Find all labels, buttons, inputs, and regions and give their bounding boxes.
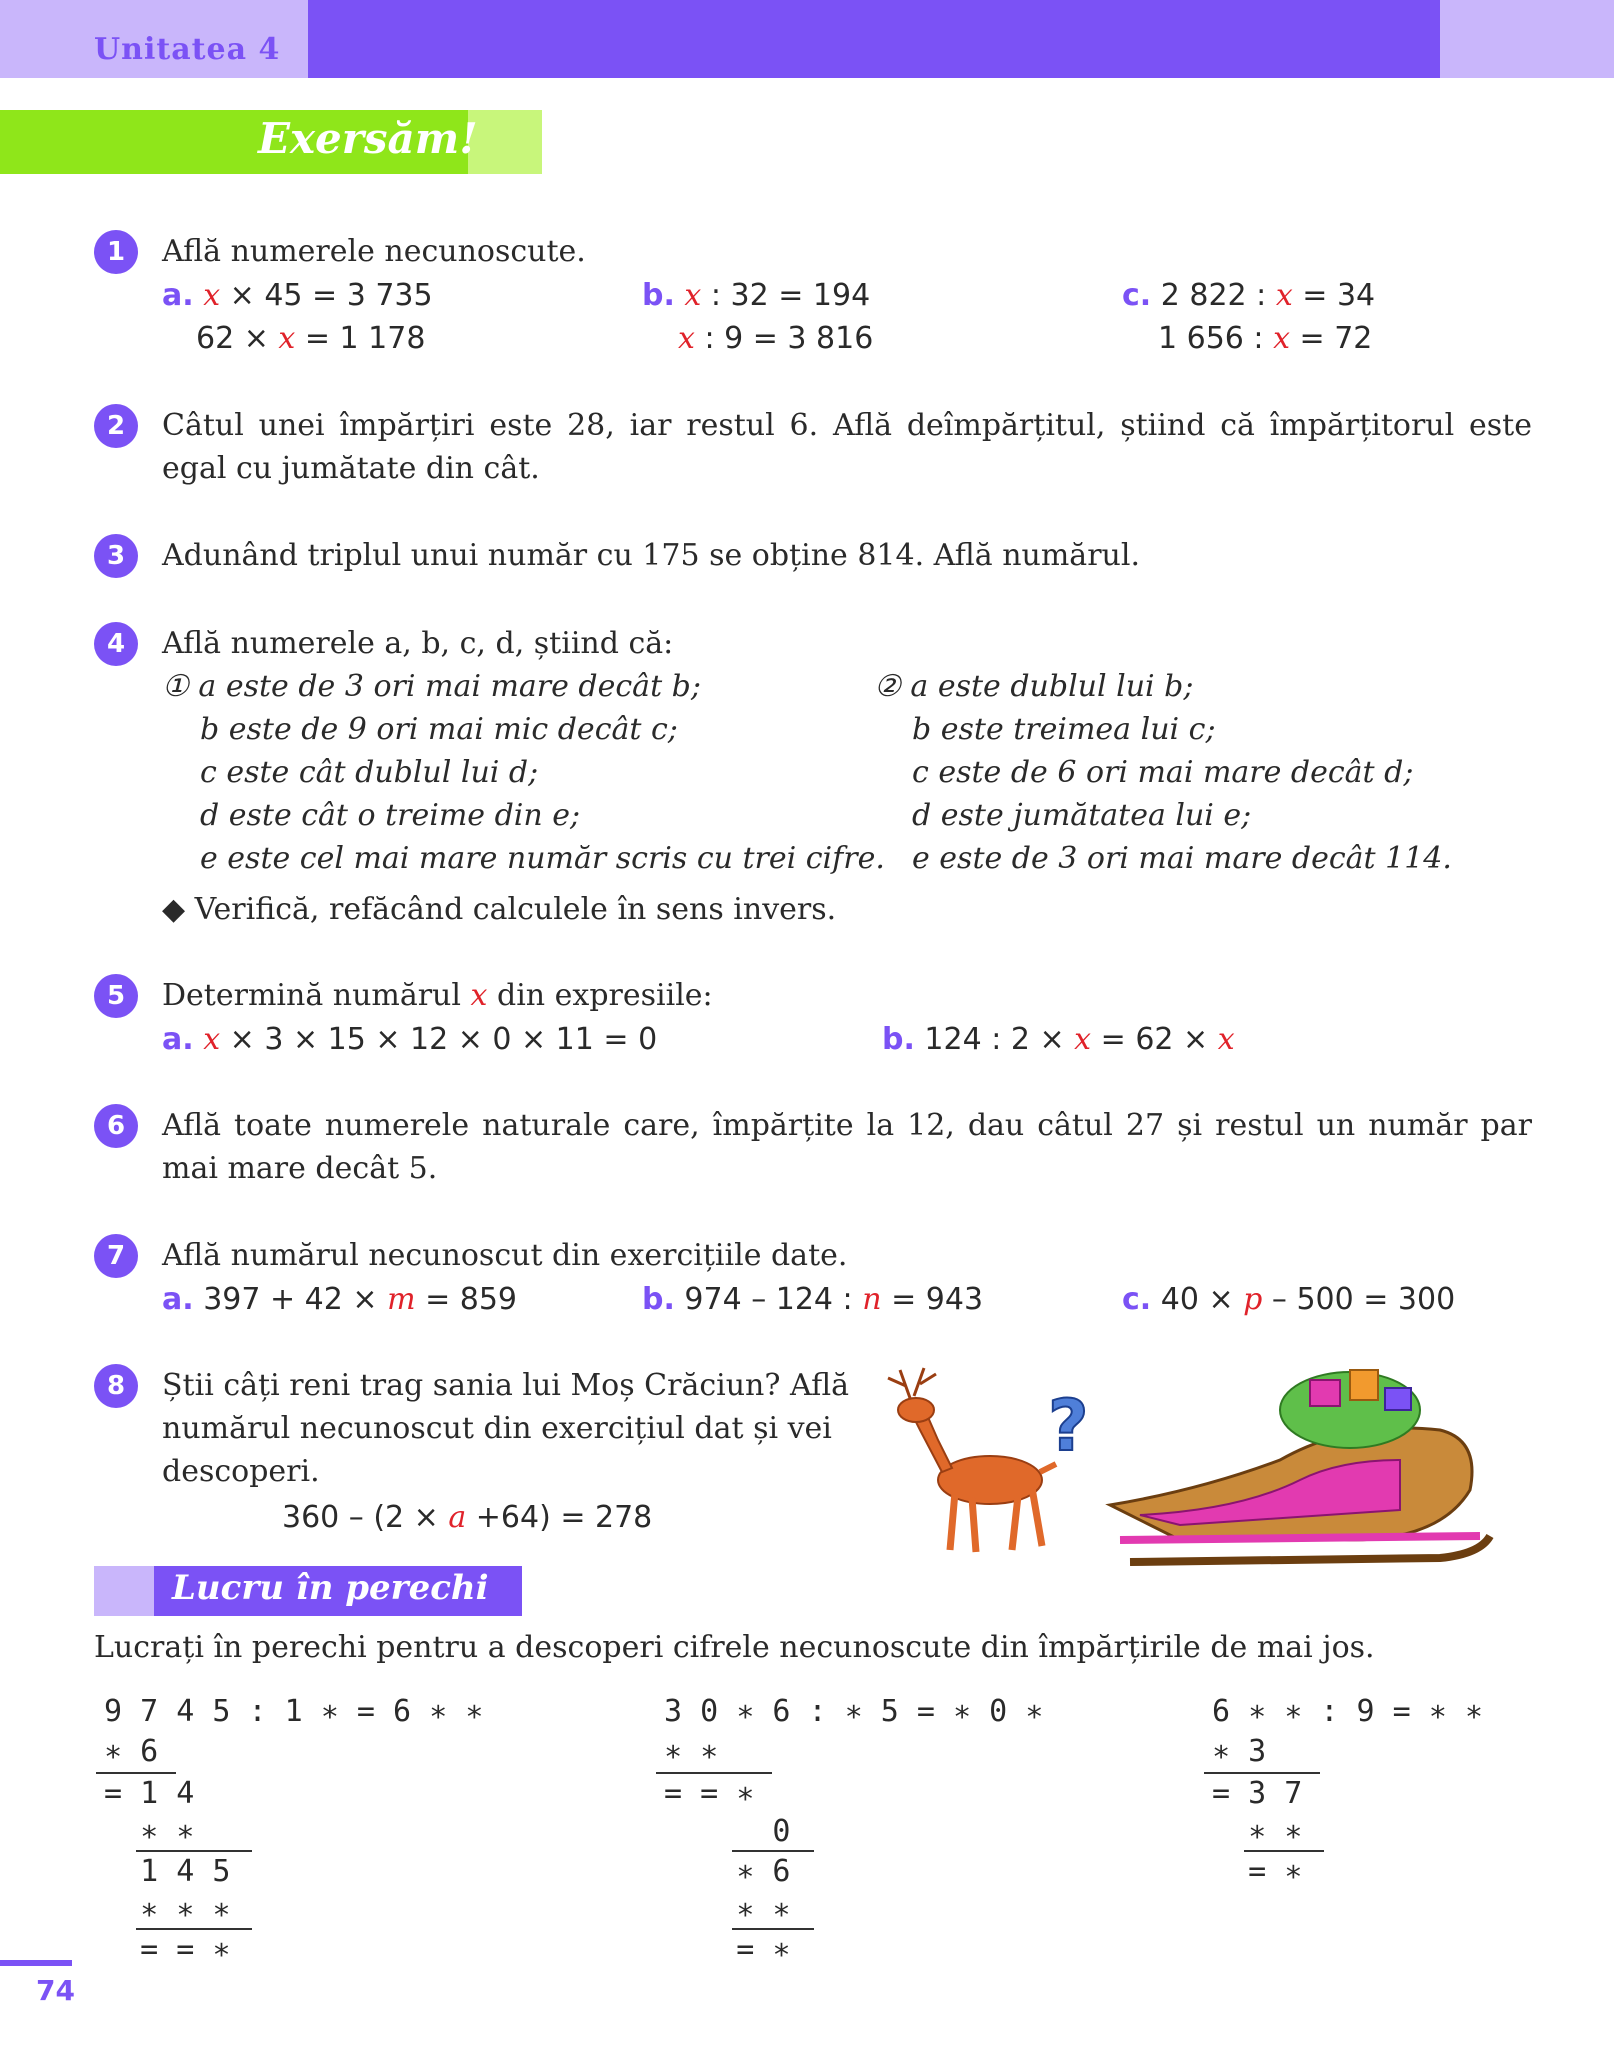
division-1-line-7: = = ∗ xyxy=(104,1932,231,1967)
ex8-line2: numărul necunoscut din exercițiul dat și vei xyxy=(162,1411,832,1446)
division-2-line-6: ∗ ∗ xyxy=(664,1892,791,1927)
sleigh-icon xyxy=(1110,1370,1490,1562)
ex7-b: b. 974 – 124 : n = 943 xyxy=(642,1282,984,1317)
ex4-left-3: c este cât dublul lui d; xyxy=(200,755,539,790)
ex5-a: a. x × 3 × 15 × 12 × 0 × 11 = 0 xyxy=(162,1022,658,1057)
footer-bar xyxy=(0,1960,72,1966)
ex4-intro: Află numerele a, b, c, d, știind că: xyxy=(162,626,674,661)
ex4-right-2: b este treimea lui c; xyxy=(912,712,1216,747)
pair-work-title: Lucru în perechi xyxy=(172,1568,489,1608)
ex1-a-line2: 62 × x = 1 178 xyxy=(196,321,426,356)
ex8-equation: 360 – (2 × a +64) = 278 xyxy=(282,1500,653,1535)
ex7-text: Află numărul necunoscut din exercițiile date. xyxy=(162,1238,848,1273)
page-number: 74 xyxy=(36,1974,75,2007)
ex4-right-3: c este de 6 ori mai mare decât d; xyxy=(912,755,1414,790)
ex4-left-4: d este cât o treime din e; xyxy=(200,798,581,833)
division-3-line-4: ∗ ∗ xyxy=(1212,1814,1303,1849)
division-3-line-3: = 3 7 xyxy=(1212,1776,1303,1811)
ex1-c-line2: 1 656 : x = 72 xyxy=(1158,321,1373,356)
division-1-line-2: ∗ 6 xyxy=(104,1734,159,1769)
ex4-right-5: e este de 3 ori mai mare decât 114. xyxy=(912,841,1452,876)
ex3-text: Adunând triplul unui număr cu 175 se obține 814. Află numărul. xyxy=(162,538,1140,573)
ex2-text: Câtul unei împărțiri este 28, iar restul 6. Află deîmpărțitul, știind că împărțitorul este egal cu jumătate din cât. xyxy=(162,408,1532,486)
pair-work-bar-accent xyxy=(94,1566,154,1616)
exercise-number-7: 7 xyxy=(94,1234,138,1278)
section-bar-accent xyxy=(468,110,542,174)
top-band-accent xyxy=(308,0,1440,78)
division-1-line-6: ∗ ∗ ∗ xyxy=(104,1892,231,1927)
exercise-number-5: 5 xyxy=(94,974,138,1018)
division-2-line-4: 0 xyxy=(664,1814,791,1849)
division-3-line-2: ∗ 3 xyxy=(1212,1734,1267,1769)
unit-title: Unitatea 4 xyxy=(94,32,281,67)
division-1-line-1: 9 7 4 5 : 1 ∗ = 6 ∗ ∗ xyxy=(104,1694,484,1729)
division-2-line-1: 3 0 ∗ 6 : ∗ 5 = ∗ 0 ∗ xyxy=(664,1694,1044,1729)
ex1-text: Află numerele necunoscute. xyxy=(162,234,586,269)
section-title: Exersăm! xyxy=(258,114,478,163)
ex1-a-line1: a. x × 45 = 3 735 xyxy=(162,278,433,313)
ex4-left-5: e este cel mai mare număr scris cu trei cifre. xyxy=(200,841,885,876)
reindeer-icon xyxy=(888,1368,1056,1552)
division-2-line-7: = ∗ xyxy=(664,1932,791,1967)
division-1-line-4: ∗ ∗ xyxy=(104,1814,195,1849)
division-2-line-2: ∗ ∗ xyxy=(664,1734,719,1769)
ex8-line1: Știi câți reni trag sania lui Moș Crăciun? Află xyxy=(162,1368,850,1403)
division-2-line-5: ∗ 6 xyxy=(664,1854,791,1889)
exercise-number-2: 2 xyxy=(94,404,138,448)
ex1-b-line2: x : 9 = 3 816 xyxy=(678,321,874,356)
ex7-a: a. 397 + 42 × m = 859 xyxy=(162,1282,517,1317)
ex5-b: b. 124 : 2 × x = 62 × x xyxy=(882,1022,1235,1057)
question-mark-icon: ? xyxy=(1048,1385,1089,1467)
ex4-right-1: ② a este dublul lui b; xyxy=(874,669,1194,704)
exercise-number-3: 3 xyxy=(94,534,138,578)
division-3-line-1: 6 ∗ ∗ : 9 = ∗ ∗ xyxy=(1212,1694,1483,1729)
ex1-b-line1: b. x : 32 = 194 xyxy=(642,278,871,313)
ex1-c-line1: c. 2 822 : x = 34 xyxy=(1122,278,1376,313)
ex6-text: Află toate numerele naturale care, împărțite la 12, dau câtul 27 și restul un număr par mai mare decât 5. xyxy=(162,1108,1532,1186)
ex4-left-1: ① a este de 3 ori mai mare decât b; xyxy=(162,669,701,704)
exercise-number-6: 6 xyxy=(94,1104,138,1148)
ex7-c: c. 40 × p – 500 = 300 xyxy=(1122,1282,1456,1317)
ex4-left-2: b este de 9 ori mai mic decât c; xyxy=(200,712,678,747)
reindeer-sleigh-illustration xyxy=(880,1340,1500,1590)
exercise-number-1: 1 xyxy=(94,230,138,274)
ex8-line3: descoperi. xyxy=(162,1454,320,1489)
division-1-line-5: 1 4 5 xyxy=(104,1854,231,1889)
division-3-line-5: = ∗ xyxy=(1212,1854,1303,1889)
division-2-line-3: = = ∗ xyxy=(664,1776,755,1811)
exercise-number-4: 4 xyxy=(94,622,138,666)
exercise-number-8: 8 xyxy=(94,1364,138,1408)
division-1-line-3: = 1 4 xyxy=(104,1776,195,1811)
ex5-text: Determină numărul x din expresiile: xyxy=(162,978,713,1013)
ex4-check: ◆ Verifică, refăcând calculele în sens invers. xyxy=(162,892,837,927)
ex4-right-4: d este jumătatea lui e; xyxy=(912,798,1252,833)
pair-work-text: Lucrați în perechi pentru a descoperi cifrele necunoscute din împărțirile de mai jos. xyxy=(94,1630,1375,1665)
